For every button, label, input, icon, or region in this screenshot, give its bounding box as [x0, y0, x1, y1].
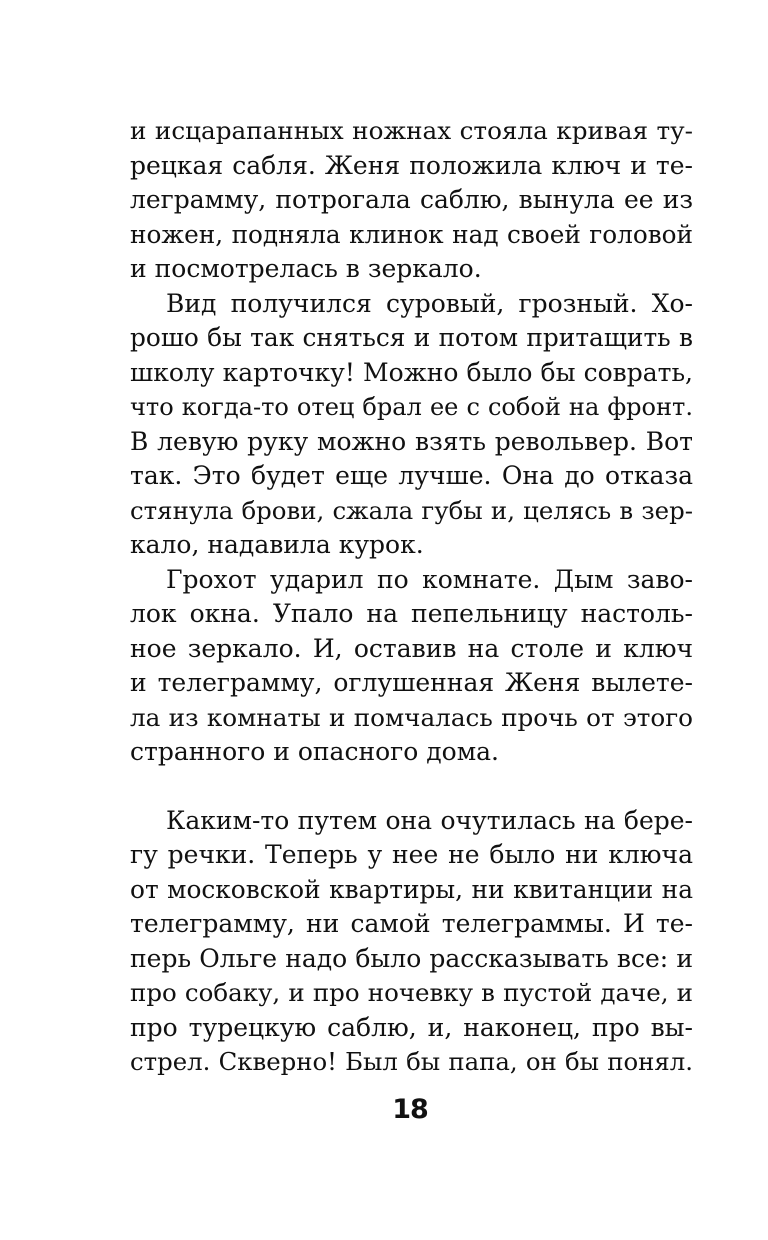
text-line: от московской квартиры, ни квитанции на — [130, 874, 693, 904]
page-text-body — [130, 114, 693, 1080]
text-line: гу речки. Теперь у нее не было ни ключа — [130, 840, 693, 869]
paragraph-3 — [130, 563, 693, 770]
text-line: Каким-то путем она очутилась на бере- — [166, 805, 693, 835]
section-break — [130, 770, 693, 804]
text-line: стрел. Скверно! Был бы папа, он бы понял. — [130, 1047, 693, 1076]
text-line: что когда-то отец брал ее с собой на фронт. — [130, 393, 693, 421]
text-line: леграмму, потрогала саблю, вынула ее из — [130, 185, 693, 214]
paragraph-2 — [130, 287, 693, 563]
text-line: кало, надавила курок. — [130, 530, 424, 559]
text-line: странного и опасного дома. — [130, 737, 499, 766]
page-number: 18 — [392, 1094, 428, 1125]
text-line: ла из комнаты и помчалась прочь от этого — [130, 702, 693, 732]
text-line: про турецкую саблю, и, наконец, про вы- — [130, 1012, 693, 1042]
text-line: ное зеркало. И, оставив на столе и ключ — [130, 633, 693, 663]
text-line: про собаку, и про ночевку в пустой даче, и — [130, 978, 693, 1007]
text-line: школу карточку! Можно было бы соврать, — [130, 357, 693, 387]
text-line: и исцарапанных ножнах стояла кривая ту- — [130, 116, 693, 145]
text-line: так. Это будет еще лучше. Она до отказа — [130, 461, 693, 490]
text-line: и телеграмму, оглушенная Женя вылете- — [130, 668, 693, 697]
paragraph-1 — [130, 114, 693, 287]
text-line: стянула брови, сжала губы и, целясь в зер- — [130, 495, 693, 525]
text-line: рецкая сабля. Женя положила ключ и те- — [130, 150, 693, 180]
paragraph-4 — [130, 804, 693, 1080]
text-line: лок окна. Упало на пепельницу настоль- — [130, 599, 693, 628]
text-line: ножен, подняла клинок над своей головой — [130, 219, 693, 249]
text-line: телеграмму, ни самой телеграммы. И те- — [130, 909, 693, 938]
text-line: Вид получился суровый, грозный. Хо- — [166, 288, 693, 318]
text-line: рошо бы так сняться и потом притащить в — [130, 323, 693, 352]
text-line: и посмотрелась в зеркало. — [130, 254, 482, 283]
text-line: перь Ольге надо было рассказывать все: и — [130, 943, 693, 973]
text-line: В левую руку можно взять револьвер. Вот — [130, 426, 693, 456]
text-line: Грохот ударил по комнате. Дым заво- — [166, 564, 693, 594]
